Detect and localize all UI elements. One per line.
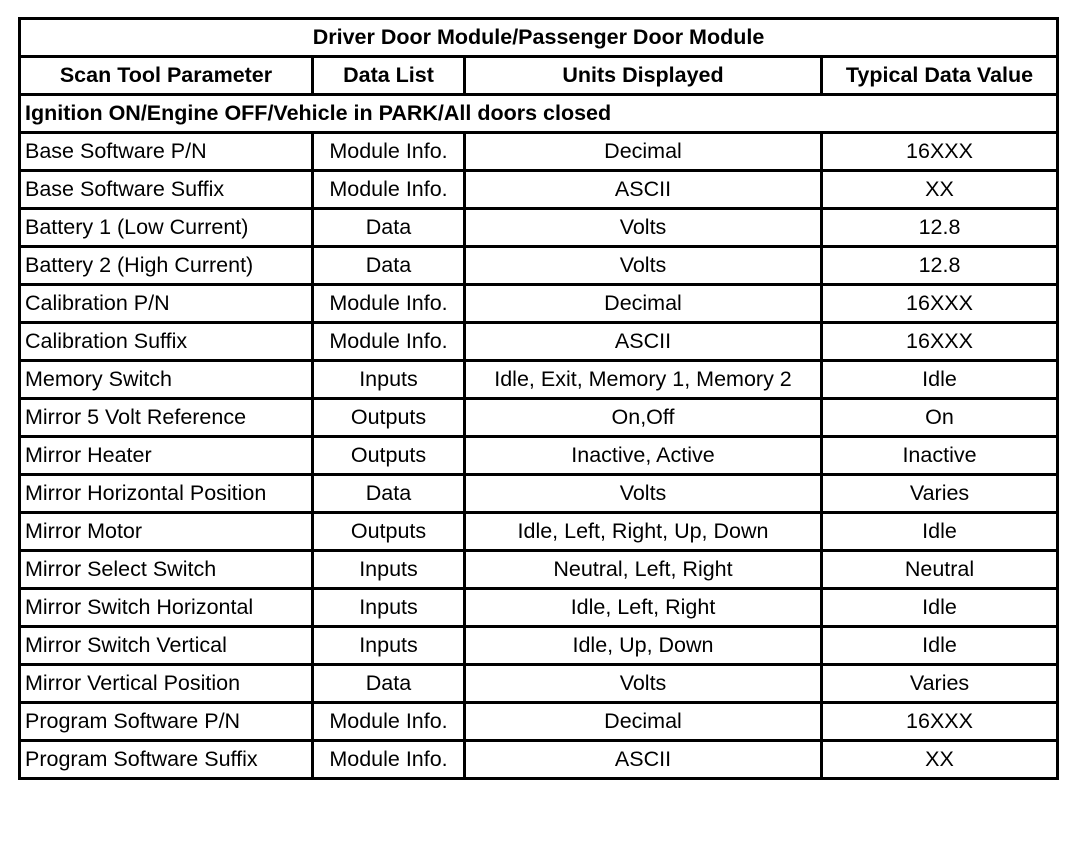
header-data-list: Data List: [313, 57, 465, 95]
data-list-cell: Module Info.: [313, 323, 465, 361]
typical-value-cell: Idle: [822, 627, 1058, 665]
units-cell: Volts: [465, 475, 822, 513]
data-list-cell: Data: [313, 665, 465, 703]
parameter-cell: Mirror Motor: [20, 513, 313, 551]
scan-tool-data-table: [18, 17, 1059, 780]
parameter-cell: Battery 2 (High Current): [20, 247, 313, 285]
parameter-cell: Mirror Select Switch: [20, 551, 313, 589]
table-row: [20, 133, 1058, 171]
data-list-cell: Data: [313, 209, 465, 247]
table-row: [20, 589, 1058, 627]
parameter-cell: Program Software P/N: [20, 703, 313, 741]
data-list-cell: Outputs: [313, 513, 465, 551]
typical-value-cell: Neutral: [822, 551, 1058, 589]
units-cell: ASCII: [465, 741, 822, 779]
typical-value-cell: 16XXX: [822, 323, 1058, 361]
table-row: [20, 741, 1058, 779]
parameter-cell: Mirror Switch Vertical: [20, 627, 313, 665]
typical-value-cell: Inactive: [822, 437, 1058, 475]
units-cell: Decimal: [465, 285, 822, 323]
table-row: [20, 627, 1058, 665]
units-cell: Idle, Left, Right: [465, 589, 822, 627]
parameter-cell: Memory Switch: [20, 361, 313, 399]
units-cell: Neutral, Left, Right: [465, 551, 822, 589]
table-title-row: [20, 19, 1058, 57]
data-list-cell: Module Info.: [313, 133, 465, 171]
parameter-cell: Calibration P/N: [20, 285, 313, 323]
parameter-cell: Base Software Suffix: [20, 171, 313, 209]
table-header-row: [20, 57, 1058, 95]
parameter-cell: Mirror Vertical Position: [20, 665, 313, 703]
units-cell: Decimal: [465, 703, 822, 741]
units-cell: Idle, Exit, Memory 1, Memory 2: [465, 361, 822, 399]
table-row: [20, 437, 1058, 475]
table-body: [20, 133, 1058, 779]
data-list-cell: Module Info.: [313, 703, 465, 741]
typical-value-cell: On: [822, 399, 1058, 437]
table-row: [20, 171, 1058, 209]
test-condition: Ignition ON/Engine OFF/Vehicle in PARK/All doors closed: [20, 95, 1058, 133]
typical-value-cell: Varies: [822, 665, 1058, 703]
table-row: [20, 285, 1058, 323]
typical-value-cell: 12.8: [822, 209, 1058, 247]
header-scan-tool-parameter: Scan Tool Parameter: [20, 57, 313, 95]
units-cell: Idle, Up, Down: [465, 627, 822, 665]
units-cell: Inactive, Active: [465, 437, 822, 475]
data-list-cell: Data: [313, 247, 465, 285]
typical-value-cell: Idle: [822, 361, 1058, 399]
typical-value-cell: XX: [822, 741, 1058, 779]
table-row: [20, 323, 1058, 361]
table-row: [20, 247, 1058, 285]
table-row: [20, 475, 1058, 513]
parameter-cell: Calibration Suffix: [20, 323, 313, 361]
table-row: [20, 551, 1058, 589]
table-row: [20, 209, 1058, 247]
units-cell: Idle, Left, Right, Up, Down: [465, 513, 822, 551]
table-row: [20, 703, 1058, 741]
typical-value-cell: 16XXX: [822, 133, 1058, 171]
data-list-cell: Module Info.: [313, 171, 465, 209]
data-list-cell: Data: [313, 475, 465, 513]
typical-value-cell: Idle: [822, 589, 1058, 627]
table-row: [20, 513, 1058, 551]
typical-value-cell: Varies: [822, 475, 1058, 513]
parameter-cell: Mirror Heater: [20, 437, 313, 475]
units-cell: Volts: [465, 247, 822, 285]
header-units-displayed: Units Displayed: [465, 57, 822, 95]
parameter-cell: Battery 1 (Low Current): [20, 209, 313, 247]
units-cell: ASCII: [465, 171, 822, 209]
parameter-cell: Base Software P/N: [20, 133, 313, 171]
data-list-cell: Inputs: [313, 589, 465, 627]
table-row: [20, 361, 1058, 399]
condition-row: [20, 95, 1058, 133]
units-cell: Decimal: [465, 133, 822, 171]
units-cell: On,Off: [465, 399, 822, 437]
units-cell: Volts: [465, 209, 822, 247]
typical-value-cell: Idle: [822, 513, 1058, 551]
data-list-cell: Outputs: [313, 399, 465, 437]
typical-value-cell: 16XXX: [822, 285, 1058, 323]
data-list-cell: Module Info.: [313, 741, 465, 779]
data-list-cell: Outputs: [313, 437, 465, 475]
table-title: Driver Door Module/Passenger Door Module: [20, 19, 1058, 57]
typical-value-cell: 12.8: [822, 247, 1058, 285]
parameter-cell: Mirror Switch Horizontal: [20, 589, 313, 627]
parameter-cell: Program Software Suffix: [20, 741, 313, 779]
parameter-cell: Mirror Horizontal Position: [20, 475, 313, 513]
parameter-cell: Mirror 5 Volt Reference: [20, 399, 313, 437]
header-typical-data-value: Typical Data Value: [822, 57, 1058, 95]
data-list-cell: Inputs: [313, 361, 465, 399]
data-list-cell: Inputs: [313, 551, 465, 589]
typical-value-cell: 16XXX: [822, 703, 1058, 741]
units-cell: Volts: [465, 665, 822, 703]
table-row: [20, 399, 1058, 437]
units-cell: ASCII: [465, 323, 822, 361]
table-row: [20, 665, 1058, 703]
typical-value-cell: XX: [822, 171, 1058, 209]
data-list-cell: Module Info.: [313, 285, 465, 323]
data-list-cell: Inputs: [313, 627, 465, 665]
